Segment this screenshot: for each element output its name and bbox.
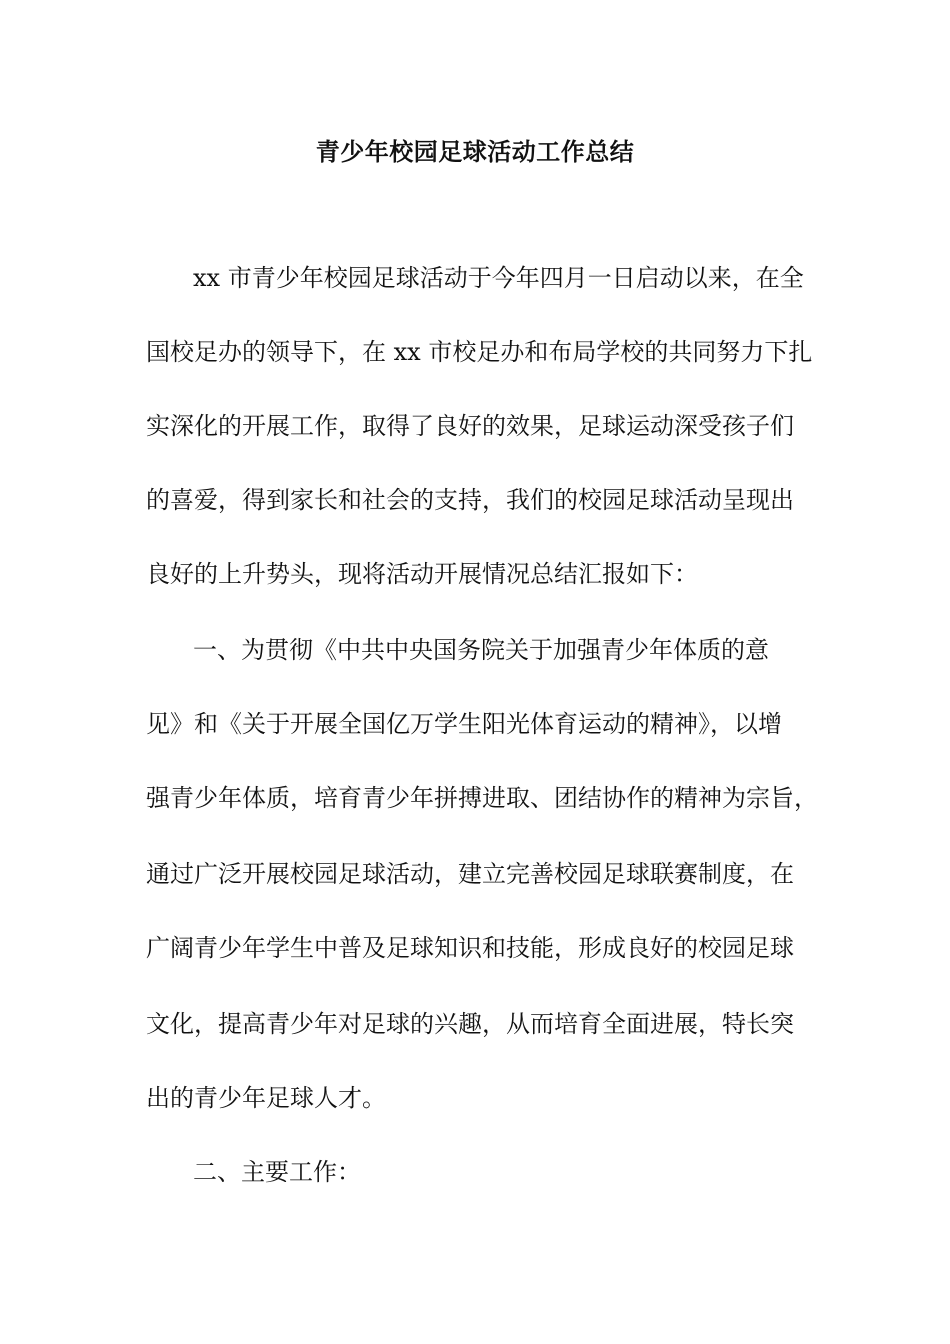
paragraph-line: 的喜爱，得到家长和社会的支持，我们的校园足球活动呈现出 [146, 486, 794, 514]
paragraph-line: xx 市青少年校园足球活动于今年四月一日启动以来，在全 [193, 264, 804, 292]
paragraph-line: 良好的上升势头，现将活动开展情况总结汇报如下： [146, 560, 698, 588]
paragraph-line: 国校足办的领导下，在 xx 市校足办和布局学校的共同努力下扎 [146, 338, 813, 366]
paragraph-line: 一、为贯彻《中共中央国务院关于加强青少年体质的意 [193, 636, 769, 664]
paragraph-line: 通过广泛开展校园足球活动，建立完善校园足球联赛制度，在 [146, 860, 794, 888]
paragraph-line: 强青少年体质，培育青少年拼搏进取、团结协作的精神为宗旨， [146, 784, 818, 812]
paragraph-line: 实深化的开展工作，取得了良好的效果，足球运动深受孩子们 [146, 412, 794, 440]
section-heading: 二、主要工作： [193, 1158, 361, 1186]
document-title: 青少年校园足球活动工作总结 [315, 138, 635, 166]
paragraph-line: 见》和《关于开展全国亿万学生阳光体育运动的精神》，以增 [146, 710, 782, 738]
paragraph-line: 广阔青少年学生中普及足球知识和技能，形成良好的校园足球 [146, 934, 794, 962]
paragraph-line: 出的青少年足球人才。 [146, 1084, 386, 1112]
paragraph-line: 文化，提高青少年对足球的兴趣，从而培育全面进展，特长突 [146, 1010, 794, 1038]
